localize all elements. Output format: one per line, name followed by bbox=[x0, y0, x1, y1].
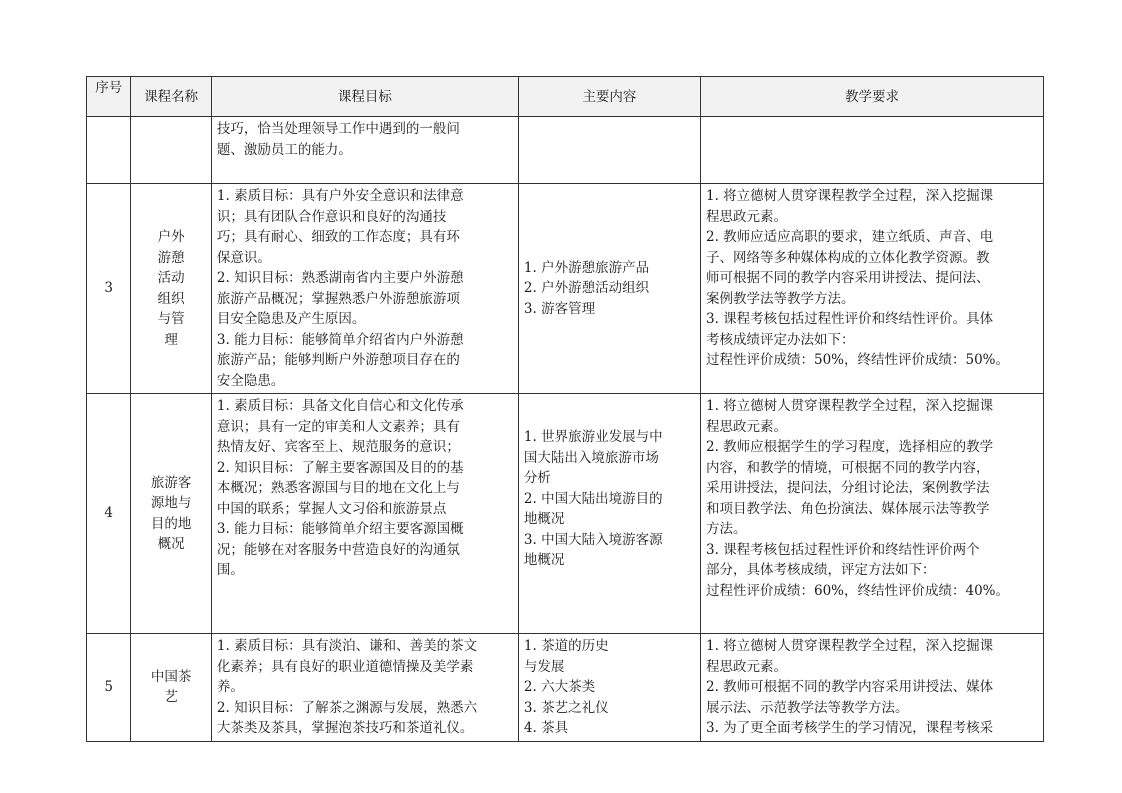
course-goal-line: 意识；具有一定的审美和人文素养；具有 bbox=[216, 418, 460, 435]
course-goal-line: 中国的联系；掌握人文习俗和旅游景点 bbox=[216, 500, 447, 517]
course-goal bbox=[211, 117, 518, 184]
main-content bbox=[518, 394, 700, 634]
teaching-requirement-line: 1. 将立德树人贯穿课程教学全过程，深入挖掘课 bbox=[705, 398, 994, 414]
row-number bbox=[87, 117, 131, 184]
main-content-line: 1. 世界旅游业发展与中 bbox=[523, 429, 663, 445]
main-content bbox=[518, 634, 700, 742]
course-name bbox=[131, 184, 211, 394]
course-goal-line: 况；能够在对客服务中营造良好的沟通氛 bbox=[216, 541, 460, 558]
teaching-requirement-line: 内容，和教学的情境，可根据不同的教学内容， bbox=[705, 459, 990, 476]
main-content-line: 2. 户外游憩活动组织 bbox=[523, 280, 650, 297]
course-goal bbox=[211, 634, 518, 742]
course-goal-line: 巧；具有耐心、细致的工作态度；具有环 bbox=[216, 229, 460, 245]
course-goal bbox=[211, 184, 518, 394]
course-name-line: 目的地 bbox=[150, 515, 192, 532]
course-name-line: 组织 bbox=[157, 290, 185, 307]
course-name-line: 中国茶 bbox=[150, 668, 192, 685]
main-content-line: 地概况 bbox=[523, 511, 565, 527]
course-name-line: 概况 bbox=[157, 536, 185, 552]
teaching-requirement-line: 1. 将立德树人贯穿课程教学全过程，深入挖掘课 bbox=[705, 638, 994, 654]
teaching-requirement bbox=[700, 394, 1043, 634]
course-name bbox=[131, 634, 211, 742]
course-goal-line: 2. 知识目标：了解茶之渊源与发展，熟悉六 bbox=[216, 699, 478, 716]
course-goal-line: 识；具有团队合作意识和良好的沟通技 bbox=[216, 208, 447, 225]
table-row bbox=[87, 184, 1044, 394]
course-name-line: 户外 bbox=[157, 229, 185, 245]
course-name bbox=[131, 394, 211, 634]
teaching-requirement-line: 1. 将立德树人贯穿课程教学全过程，深入挖掘课 bbox=[705, 188, 994, 204]
teaching-requirement-line: 方法。 bbox=[705, 521, 747, 537]
main-content-line: 3. 茶艺之礼仪 bbox=[523, 699, 609, 716]
teaching-requirement-line: 3. 课程考核包括过程性评价和终结性评价。具体 bbox=[705, 311, 994, 327]
row-number: 4 bbox=[87, 394, 131, 634]
teaching-requirement-line: 程思政元素。 bbox=[705, 208, 787, 225]
row-number: 5 bbox=[87, 634, 131, 742]
header-course-name: 课程名称 bbox=[131, 77, 211, 117]
course-goal-line: 热情友好、宾客至上、规范服务的意识； bbox=[216, 439, 460, 455]
header-main-content: 主要内容 bbox=[518, 77, 700, 117]
header-row bbox=[87, 77, 1044, 117]
course-goal-line: 保意识。 bbox=[216, 249, 271, 266]
teaching-requirement-line: 2. 教师可根据不同的教学内容采用讲授法、媒体 bbox=[705, 679, 994, 695]
course-name bbox=[131, 117, 211, 184]
teaching-requirement-line: 2. 教师应适应高职的要求，建立纸质、声音、电 bbox=[705, 229, 994, 245]
table-row bbox=[87, 117, 1044, 184]
teaching-requirement-line: 案例教学法等教学方法。 bbox=[705, 290, 855, 307]
main-content bbox=[518, 117, 700, 184]
teaching-requirement bbox=[700, 117, 1043, 184]
course-goal-line: 3. 能力目标：能够简单介绍主要客源国概 bbox=[216, 521, 464, 537]
course-name-line: 源地与 bbox=[150, 495, 192, 511]
main-content-line: 地概况 bbox=[523, 552, 565, 568]
course-name-line: 活动 bbox=[157, 270, 185, 286]
course-name-line: 艺 bbox=[164, 689, 178, 706]
course-goal-line: 围。 bbox=[216, 562, 244, 578]
main-content-line: 3. 中国大陆入境游客源 bbox=[523, 531, 663, 548]
teaching-requirement-line: 3. 为了更全面考核学生的学习情况，课程考核采 bbox=[705, 720, 994, 736]
teaching-requirement-line: 展示法、示范教学法等教学方法。 bbox=[705, 699, 909, 716]
teaching-requirement-line: 过程性评价成绩：60%，终结性评价成绩：40%。 bbox=[705, 582, 1009, 599]
main-content-line: 与发展 bbox=[523, 658, 565, 675]
course-name-line: 与管 bbox=[157, 311, 185, 327]
course-goal-line: 1. 素质目标：具有户外安全意识和法律意 bbox=[216, 188, 464, 204]
main-content bbox=[518, 184, 700, 394]
header-no: 序号 bbox=[87, 77, 131, 117]
course-goal-line: 本概况；熟悉客源国与目的地在文化上与 bbox=[216, 480, 460, 496]
teaching-requirement-line: 采用讲授法，提问法，分组讨论法，案例教学法 bbox=[705, 480, 990, 496]
curriculum-table bbox=[86, 76, 1044, 742]
table-row bbox=[87, 394, 1044, 634]
teaching-requirement-line: 过程性评价成绩：50%，终结性评价成绩：50%。 bbox=[705, 352, 1009, 368]
main-content-line: 国大陆出入境旅游市场 bbox=[523, 449, 659, 466]
teaching-requirement-line: 部分，具体考核成绩，评定方法如下： bbox=[705, 562, 936, 578]
course-goal-line: 目安全隐患及产生原因。 bbox=[216, 311, 366, 327]
course-name-line: 旅游客 bbox=[150, 474, 192, 491]
teaching-requirement-line: 程思政元素。 bbox=[705, 658, 787, 675]
course-goal-line: 2. 知识目标：了解主要客源国及目的的基 bbox=[216, 459, 464, 476]
main-content-line: 4. 茶具 bbox=[523, 720, 569, 736]
main-content-line: 2. 六大茶类 bbox=[523, 679, 596, 695]
course-goal-line: 大茶类及茶具，掌握泡茶技巧和茶道礼仪。 bbox=[216, 720, 474, 736]
teaching-requirement-line: 子、网络等多种媒体构成的立体化教学资源。教 bbox=[705, 249, 990, 266]
course-goal-line: 2. 知识目标：熟悉湖南省内主要户外游憩 bbox=[216, 270, 464, 286]
header-teaching-req: 教学要求 bbox=[700, 77, 1043, 117]
table-row bbox=[87, 634, 1044, 742]
row-number: 3 bbox=[87, 184, 131, 394]
course-goal-line: 1. 素质目标：具备文化自信心和文化传承 bbox=[216, 398, 464, 414]
course-goal bbox=[211, 394, 518, 634]
teaching-requirement-line: 师可根据不同的教学内容采用讲授法、提问法、 bbox=[705, 270, 990, 286]
course-goal-line: 题、激励员工的能力。 bbox=[216, 141, 352, 158]
main-content-line: 3. 游客管理 bbox=[523, 300, 596, 317]
course-name-line: 理 bbox=[164, 331, 178, 348]
course-goal-line: 3. 能力目标：能够简单介绍省内户外游憩 bbox=[216, 331, 464, 348]
course-name-line: 游憩 bbox=[157, 249, 185, 266]
teaching-requirement-line: 程思政元素。 bbox=[705, 418, 787, 435]
course-goal-line: 化素养；具有良好的职业道德情操及美学素 bbox=[216, 658, 474, 675]
teaching-requirement bbox=[700, 634, 1043, 742]
teaching-requirement-line: 2. 教师应根据学生的学习程度，选择相应的教学 bbox=[705, 439, 994, 455]
header-course-goal: 课程目标 bbox=[211, 77, 518, 117]
main-content-line: 1. 户外游憩旅游产品 bbox=[523, 259, 650, 276]
course-goal-line: 旅游产品；能够判断户外游憩项目存在的 bbox=[216, 352, 460, 368]
course-goal-line: 1. 素质目标：具有淡泊、谦和、善美的茶文 bbox=[216, 638, 478, 654]
teaching-requirement-line: 3. 课程考核包括过程性评价和终结性评价两个 bbox=[705, 541, 980, 558]
main-content-line: 分析 bbox=[523, 470, 551, 486]
teaching-requirement-line: 考核成绩评定办法如下： bbox=[705, 331, 855, 348]
course-goal-line: 旅游产品概况；掌握熟悉户外游憩旅游项 bbox=[216, 290, 460, 307]
teaching-requirement-line: 和项目教学法、角色扮演法、媒体展示法等教学 bbox=[705, 500, 990, 517]
main-content-line: 2. 中国大陆出境游目的 bbox=[523, 490, 663, 507]
main-content-line: 1. 茶道的历史 bbox=[523, 638, 609, 654]
course-goal-line: 技巧，恰当处理领导工作中遇到的一般问 bbox=[216, 121, 460, 137]
course-goal-line: 养。 bbox=[216, 679, 244, 695]
teaching-requirement bbox=[700, 184, 1043, 394]
course-goal-line: 安全隐患。 bbox=[216, 372, 285, 389]
